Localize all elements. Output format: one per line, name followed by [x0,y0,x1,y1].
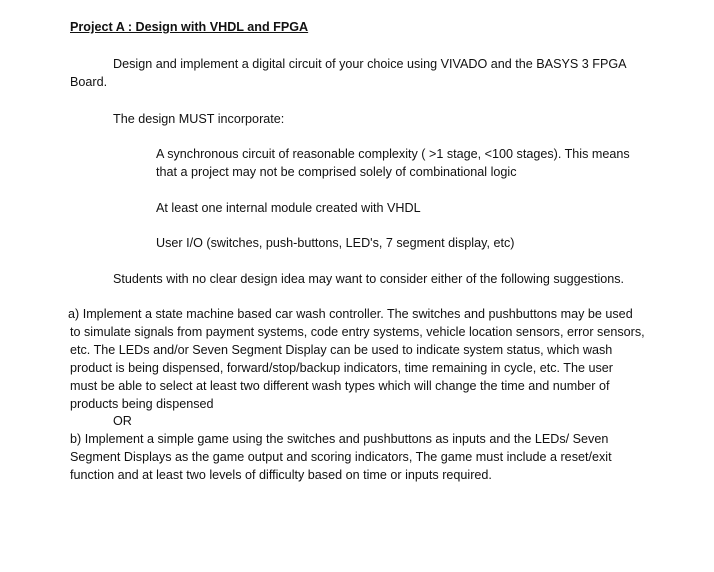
requirement-3: User I/O (switches, push-buttons, LED's, 7 segment display, etc) [156,236,515,250]
option-b-line-1: b) Implement a simple game using the switches and pushbuttons as inputs and the LEDs/ Seven [70,432,609,446]
option-a-line-1: a) Implement a state machine based car wash controller. The switches and pushbuttons may be used [68,307,633,321]
requirement-2: At least one internal module created with VHDL [156,201,421,215]
option-a-line-3: etc. The LEDs and/or Seven Segment Display can be used to indicate system status, which wash [70,343,613,357]
suggestions-intro: Students with no clear design idea may want to consider either of the following suggestions. [113,272,625,286]
option-a-line-2: to simulate signals from payment systems, code entry systems, vehicle location sensors, error sensors, [70,325,645,339]
intro-line-2: Board. [70,75,108,89]
requirements-heading: The design MUST incorporate: [113,112,285,126]
option-a-line-5: must be able to select at least two different wash types which will change the time and number of [70,379,610,393]
option-b-line-2: Segment Displays as the game output and scoring indicators, The game must include a reset/exit [70,450,612,464]
option-a-line-6: products being dispensed [70,397,214,411]
option-a-line-4: product is being dispensed, forward/stop/backup indicators, time remaining in cycle, etc. The user [70,361,613,375]
requirement-1-line-2: that a project may not be comprised solely of combinational logic [156,165,517,179]
page-title: Project A : Design with VHDL and FPGA [70,20,309,34]
or-separator: OR [113,414,132,428]
intro-line-1: Design and implement a digital circuit of your choice using VIVADO and the BASYS 3 FPGA [113,57,627,71]
requirement-1-line-1: A synchronous circuit of reasonable complexity ( >1 stage, <100 stages). This means [156,147,630,161]
option-b-line-3: function and at least two levels of difficulty based on time or inputs required. [70,468,492,482]
